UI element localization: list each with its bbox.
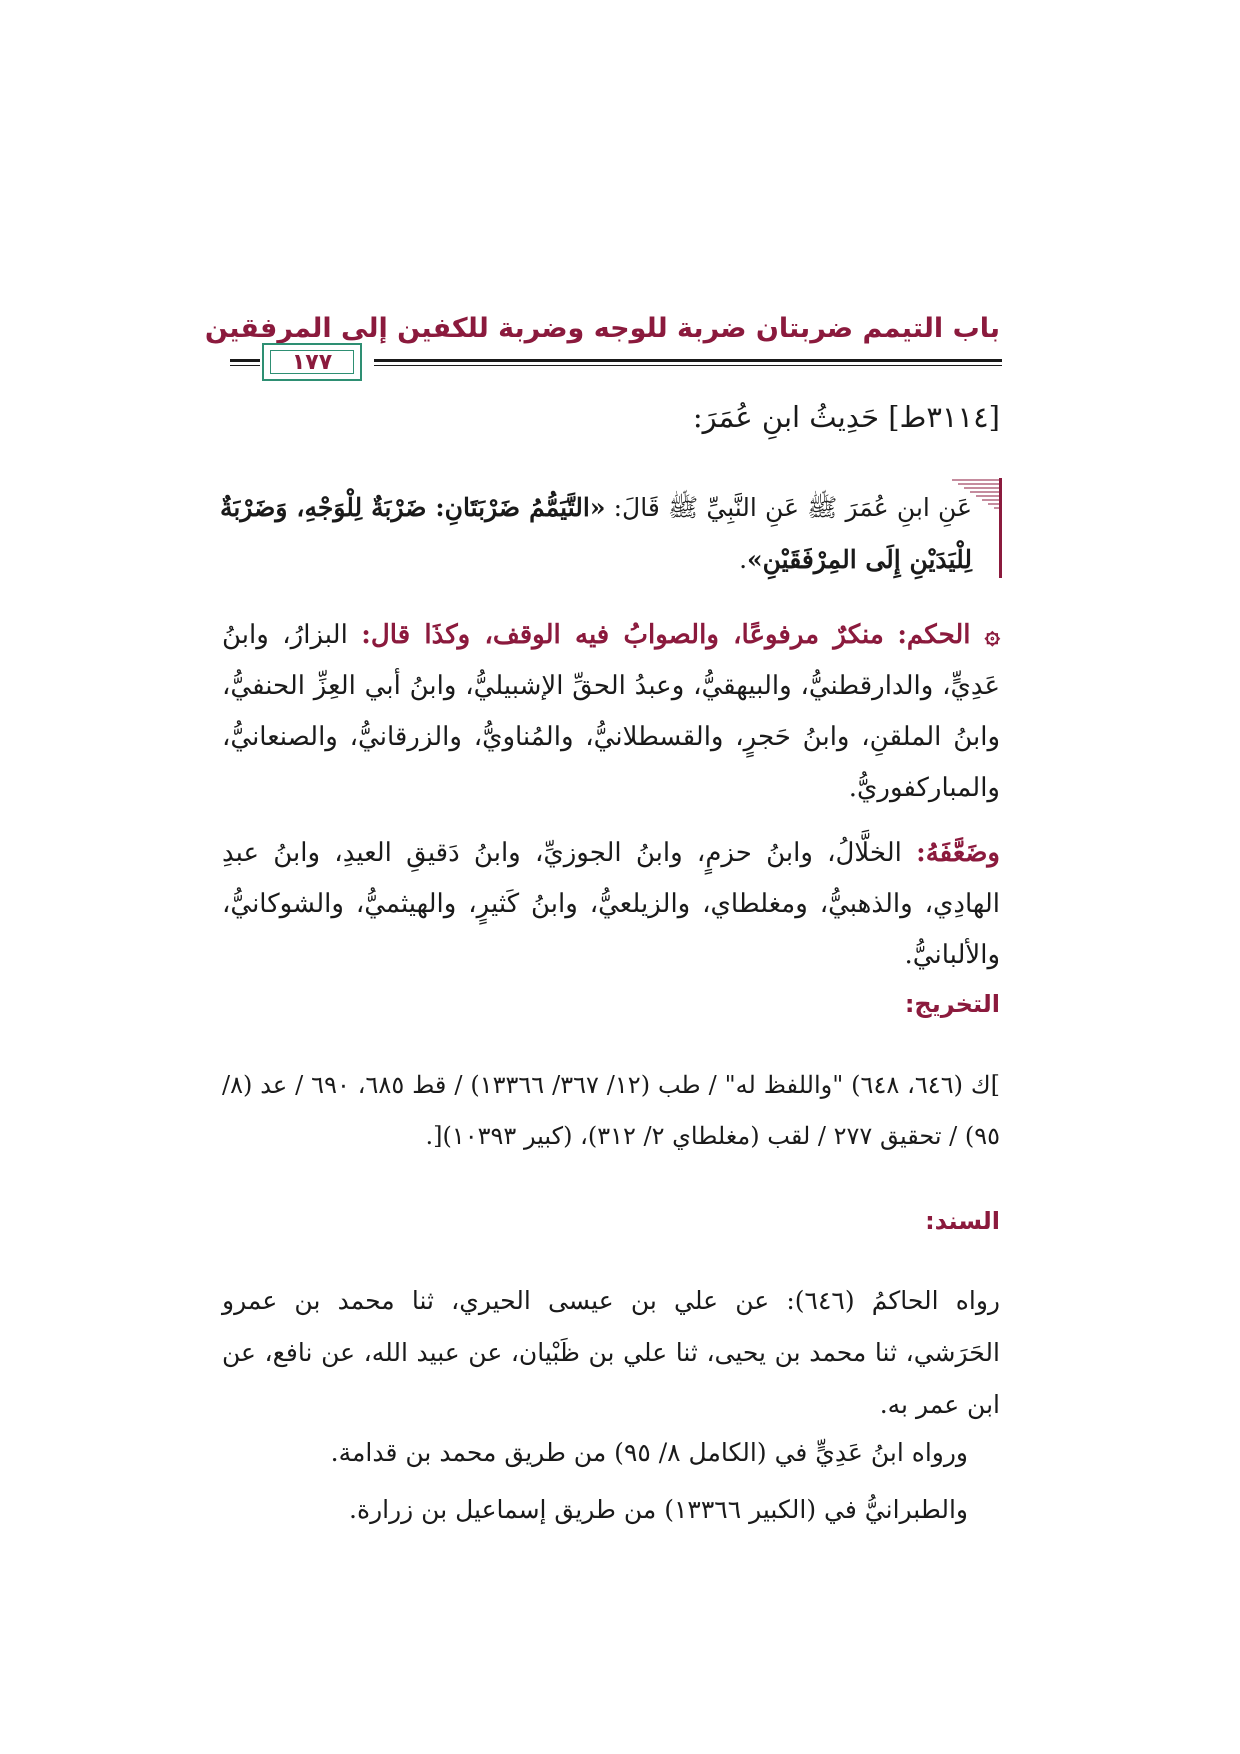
- header-rule-left: [230, 359, 260, 362]
- header-rule: [374, 359, 1002, 362]
- hadith-end: .: [739, 545, 748, 574]
- weakened-label: وضَعَّفَهُ:: [916, 838, 1000, 868]
- header-rule-left-thin: [230, 365, 260, 366]
- page-number: ١٧٧: [291, 349, 333, 375]
- ruling-label: ۞ الحكم:: [897, 620, 1001, 650]
- hadith-matn: «التَّيَمُّمُ ضَرْبَتَانِ: ضَرْبَةٌ لِلْوَجْهِ، وَضَرْبَةٌ لِلْيَدَيْنِ إِلَى المِرْفَقَيْنِ»: [220, 493, 972, 574]
- isnad-heading: السند:: [925, 1207, 1000, 1235]
- takhrij-heading: التخريج:: [904, 990, 1000, 1018]
- takhrij-text: ]ك (٦٤٦، ٦٤٨) "واللفظ له" / طب (١٢/ ٣٦٧/ ١٣٣٦٦) / قط ٦٨٥، ٦٩٠ / عد (٨/ ٩٥) / تحقيق ٢٧٧ / لقب (مغلطاي ٢/ ٣١٢)، (كبير ١٠٣٩٣)[.: [222, 1071, 1001, 1150]
- hadith-side-rule: [999, 478, 1002, 578]
- header-rule-thin: [374, 365, 1002, 366]
- hadith-text: [220, 482, 972, 586]
- ruling-paragraph: [222, 610, 1000, 814]
- isnad-line-2: ورواه ابنُ عَدِيٍّ في (الكامل ٨/ ٩٥) من طريق محمد بن قدامة.: [330, 1438, 968, 1467]
- weakened-paragraph: [222, 828, 1000, 981]
- hadith-block: [220, 478, 1002, 588]
- hadith-intro: عَنِ ابنِ عُمَرَ ﷺ عَنِ النَّبِيِّ ﷺ قَالَ:: [605, 493, 972, 522]
- isnad-text: رواه الحاكمُ (٦٤٦): عن علي بن عيسى الحيري، ثنا محمد بن عمرو الحَرَشي، ثنا محمد بن يحيى، ثنا علي بن ظَبْيان، عن عبيد الله، عن نافع، عن ابن عمر به.: [222, 1286, 1000, 1419]
- isnad-line-3: والطبرانيُّ في (الكبير ١٣٣٦٦) من طريق إسماعيل بن زرارة.: [349, 1495, 968, 1524]
- hadith-title: [٣١١٤ط] حَدِيثُ ابنِ عُمَرَ:: [692, 400, 1000, 434]
- page-number-frame: [262, 343, 362, 381]
- ruling-verdict: منكرٌ مرفوعًا، والصوابُ فيه الوقف، وكذَا قال:: [361, 620, 884, 650]
- ruling-scholars: البزارُ، وابنُ عَدِيٍّ، والدارقطنيُّ، والبيهقيُّ، وعبدُ الحقِّ الإشبيليُّ، وابنُ أبي العِزِّ الحنفيُّ، وابنُ الملقنِ، وابنُ حَجرٍ، والقسطلانيُّ، والمُناويُّ، والزرقانيُّ، والصنعانيُّ، والمباركفوريُّ.: [222, 620, 1000, 803]
- weakened-scholars: الخلَّالُ، وابنُ حزمٍ، وابنُ الجوزيِّ، وابنُ دَقيقِ العيدِ، وابنُ عبدِ الهادِي، والذهبيُّ، ومغلطاي، والزيلعيُّ، وابنُ كَثيرٍ، والهيثميُّ، والشوكانيُّ، والألبانيُّ.: [222, 838, 1000, 970]
- running-title: باب التيمم ضربتان ضربة للوجه وضربة للكفين إلى المرفقين: [204, 313, 1000, 344]
